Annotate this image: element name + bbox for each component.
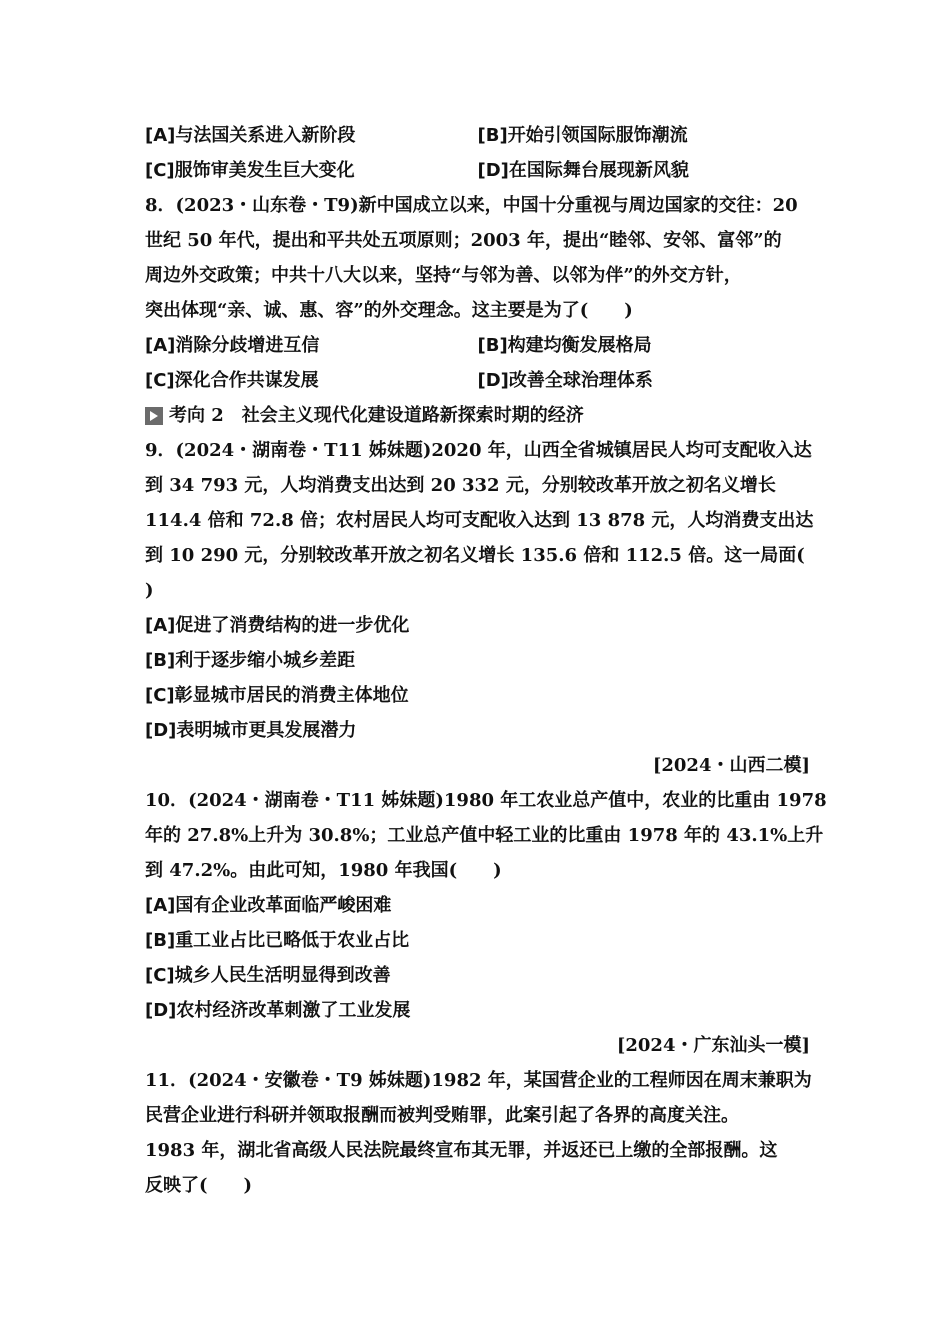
q10-stem-line-3: 到 47.2%。由此可知，1980 年我国( ) [145,860,502,881]
q9-stem-line-5: ) [145,580,154,601]
section-title: 社会主义现代化建设道路新探索时期的经济 [241,405,584,426]
question-10 [145,783,827,1063]
q7-options-row-2 [145,153,810,188]
q8-options-row-1 [145,328,810,363]
q8-stem-line-3: 周边外交政策；中共十八大以来，坚持“与邻为善、以邻为伴”的外交方针， [145,265,742,286]
q9-stem-line-3: 114.4 倍和 72.8 倍；农村居民人均可支配收入达到 13 878 元，人均消费支出达 [145,510,814,531]
q8-option-c[interactable]: [C]深化合作共谋发展 [145,370,319,391]
q8-stem-line-4: 突出体现“亲、诚、惠、容”的外交理念。这主要是为了( ) [145,300,633,321]
q8-option-b[interactable]: [B]构建均衡发展格局 [477,335,652,356]
q8-stem-line-1: 8．(2023・山东卷・T9)新中国成立以来，中国十分重视与周边国家的交往：20 [145,195,798,216]
section-heading [145,398,810,433]
question-11 [145,1063,810,1203]
q9-origin: [2024・山西二模] [652,755,810,776]
q7-option-d[interactable]: [D]在国际舞台展现新风貌 [477,160,689,181]
q8-stem-line-2: 世纪 50 年代，提出和平共处五项原则；2003 年，提出“睦邻、安邻、富邻”的 [145,230,782,251]
q9-option-c[interactable]: [C]彰显城市居民的消费主体地位 [145,685,409,706]
q10-option-b[interactable]: [B]重工业占比已略低于农业占比 [145,930,410,951]
q9-option-d[interactable]: [D]表明城市更具发展潜力 [145,720,357,741]
q10-origin: [2024・广东汕头一模] [616,1035,810,1056]
q11-stem-line-4: 反映了( ) [145,1175,253,1196]
q9-option-a[interactable]: [A]促进了消费结构的进一步优化 [145,615,410,636]
document-page [145,118,827,1203]
question-9 [145,433,814,783]
q10-option-c[interactable]: [C]城乡人民生活明显得到改善 [145,965,391,986]
section-code: 考向 2 [169,405,224,426]
q10-option-d[interactable]: [D]农村经济改革刺激了工业发展 [145,1000,411,1021]
play-triangle-icon [145,407,163,425]
q7-options-row-1 [145,118,810,153]
q9-stem-line-2: 到 34 793 元，人均消费支出达到 20 332 元，分别较改革开放之初名义增长 [145,475,776,496]
q9-stem-line-1: 9．(2024・湖南卷・T11 姊妹题)2020 年，山西全省城镇居民人均可支配收入达 [145,440,812,461]
q9-stem-line-4: 到 10 290 元，分别较改革开放之初名义增长 135.6 倍和 112.5 倍。这一局面( [145,545,805,566]
q7-option-a[interactable]: [A]与法国关系进入新阶段 [145,125,356,146]
q9-option-b[interactable]: [B]利于逐步缩小城乡差距 [145,650,356,671]
q11-stem-line-1: 11．(2024・安徽卷・T9 姊妹题)1982 年，某国营企业的工程师因在周末兼职为 [145,1070,812,1091]
q11-stem-line-2: 民营企业进行科研并领取报酬而被判受贿罪，此案引起了各界的高度关注。 [145,1105,739,1126]
q11-stem-line-3: 1983 年，湖北省高级人民法院最终宣布其无罪，并返还已上缴的全部报酬。这 [145,1140,778,1161]
q10-option-a[interactable]: [A]国有企业改革面临严峻困难 [145,895,392,916]
q7-option-c[interactable]: [C]服饰审美发生巨大变化 [145,160,355,181]
q10-stem-line-2: 年的 27.8%上升为 30.8%；工业总产值中轻工业的比重由 1978 年的 43.1%上升 [145,825,824,846]
q8-option-d[interactable]: [D]改善全球治理体系 [477,370,653,391]
question-8 [145,188,810,398]
q10-stem-line-1: 10．(2024・湖南卷・T11 姊妹题)1980 年工农业总产值中，农业的比重由 1978 [145,790,827,811]
q8-options-row-2 [145,363,810,398]
q8-option-a[interactable]: [A]消除分歧增进互信 [145,335,320,356]
q7-option-b[interactable]: [B]开始引领国际服饰潮流 [477,125,688,146]
